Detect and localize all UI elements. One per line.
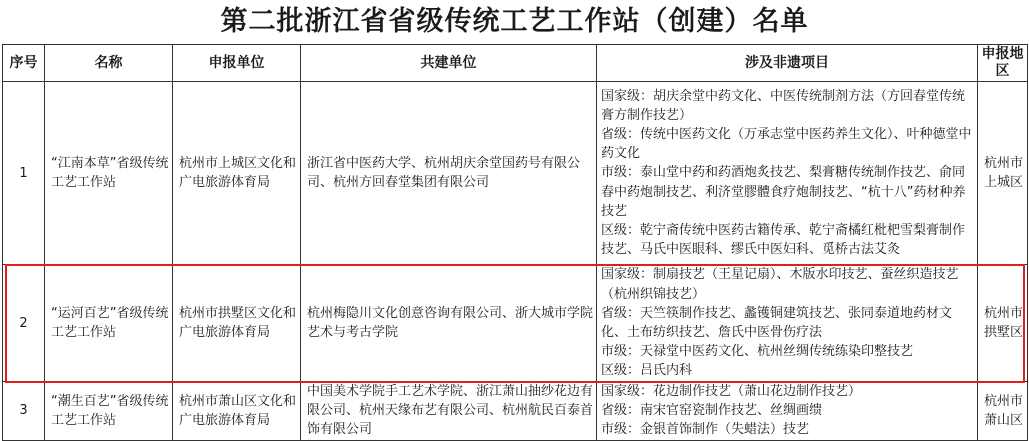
row-applicant: 杭州市上城区文化和广电旅游体育局 bbox=[173, 82, 301, 265]
header-applicant: 申报单位 bbox=[173, 45, 301, 82]
row-seq: 1 bbox=[3, 82, 45, 265]
heritage-item: 区级：吕氏内科 bbox=[601, 363, 693, 379]
row-applicant: 杭州市拱墅区文化和广电旅游体育局 bbox=[173, 265, 301, 382]
heritage-item: 省级：传统中医药文化（万承志堂中医药养生文化）、叶种德堂中药文化 bbox=[601, 126, 972, 162]
table-row bbox=[3, 82, 1028, 265]
row-region: 杭州市上城区 bbox=[978, 82, 1028, 265]
row-name: “运河百艺”省级传统工艺工作站 bbox=[45, 265, 173, 382]
row-region: 杭州市萧山区 bbox=[978, 382, 1028, 441]
table-row bbox=[3, 265, 1028, 382]
heritage-item: 区级：乾宁斋传统中医药古籍传承、乾宁斋橘红枇杷雪梨膏制作技艺、马氏中医眼科、缪氏中医妇科、觅桥古法艾灸 bbox=[601, 223, 966, 258]
header-region: 申报地区 bbox=[978, 45, 1028, 82]
header-name: 名称 bbox=[45, 45, 173, 82]
heritage-item: 国家级：花边制作技艺（萧山花边制作技艺） bbox=[601, 384, 862, 399]
heritage-item: 市级：金银首饰制作（失蜡法）技艺 bbox=[601, 422, 810, 438]
row-heritage bbox=[597, 382, 978, 441]
table-row bbox=[3, 382, 1028, 441]
header-row bbox=[3, 45, 1028, 82]
heritage-item: 省级：天竺筷制作技艺、蠡镬铜建筑技艺、张同泰道地药材文化、土布纺织技艺、詹氏中医骨伤疗法 bbox=[601, 305, 953, 340]
row-partner: 杭州梅隐川文化创意咨询有限公司、浙大城市学院艺术与考古学院 bbox=[301, 265, 597, 382]
heritage-item: 市级：天禄堂中医药文化、杭州丝绸传统练染印整技艺 bbox=[601, 344, 914, 360]
row-heritage bbox=[597, 82, 978, 265]
row-name: “潮生百艺”省级传统工艺工作站 bbox=[45, 382, 173, 441]
page-title: 第二批浙江省省级传统工艺工作站（创建）名单 bbox=[220, 6, 809, 37]
row-partner: 中国美术学院手工艺术学院、浙江萧山抽纱花边有限公司、杭州天缘布艺有限公司、杭州航民百泰首饰有限公司 bbox=[301, 382, 597, 441]
row-applicant: 杭州市萧山区文化和广电旅游体育局 bbox=[173, 382, 301, 441]
row-seq: 2 bbox=[3, 265, 45, 382]
header-seq: 序号 bbox=[3, 45, 45, 82]
heritage-item: 国家级：胡庆余堂中药文化、中医传统制剂方法（方回春堂传统膏方制作技艺） bbox=[601, 88, 966, 123]
row-region: 杭州市拱墅区 bbox=[978, 265, 1028, 382]
heritage-item: 国家级：制扇技艺（王星记扇）、木版水印技艺、蚕丝织造技艺（杭州织锦技艺） bbox=[601, 267, 959, 302]
row-heritage bbox=[597, 265, 978, 382]
workstation-table bbox=[2, 44, 1028, 441]
header-partner: 共建单位 bbox=[301, 45, 597, 82]
row-seq: 3 bbox=[3, 382, 45, 441]
row-name: “江南本草”省级传统工艺工作站 bbox=[45, 82, 173, 265]
heritage-item: 省级：南宋官窑瓷制作技艺、丝绸画缋 bbox=[601, 403, 823, 419]
row-partner: 浙江省中医药大学、杭州胡庆余堂国药号有限公司、杭州方回春堂集团有限公司 bbox=[301, 82, 597, 265]
header-heritage: 涉及非遗项目 bbox=[597, 45, 978, 82]
heritage-item: 市级：泰山堂中药和药酒炮炙技艺、梨膏糖传统制作技艺、俞同春中药炮制技艺、利济堂膠體食疗炮制技艺、“杭十八”药材种养技艺 bbox=[601, 165, 966, 219]
